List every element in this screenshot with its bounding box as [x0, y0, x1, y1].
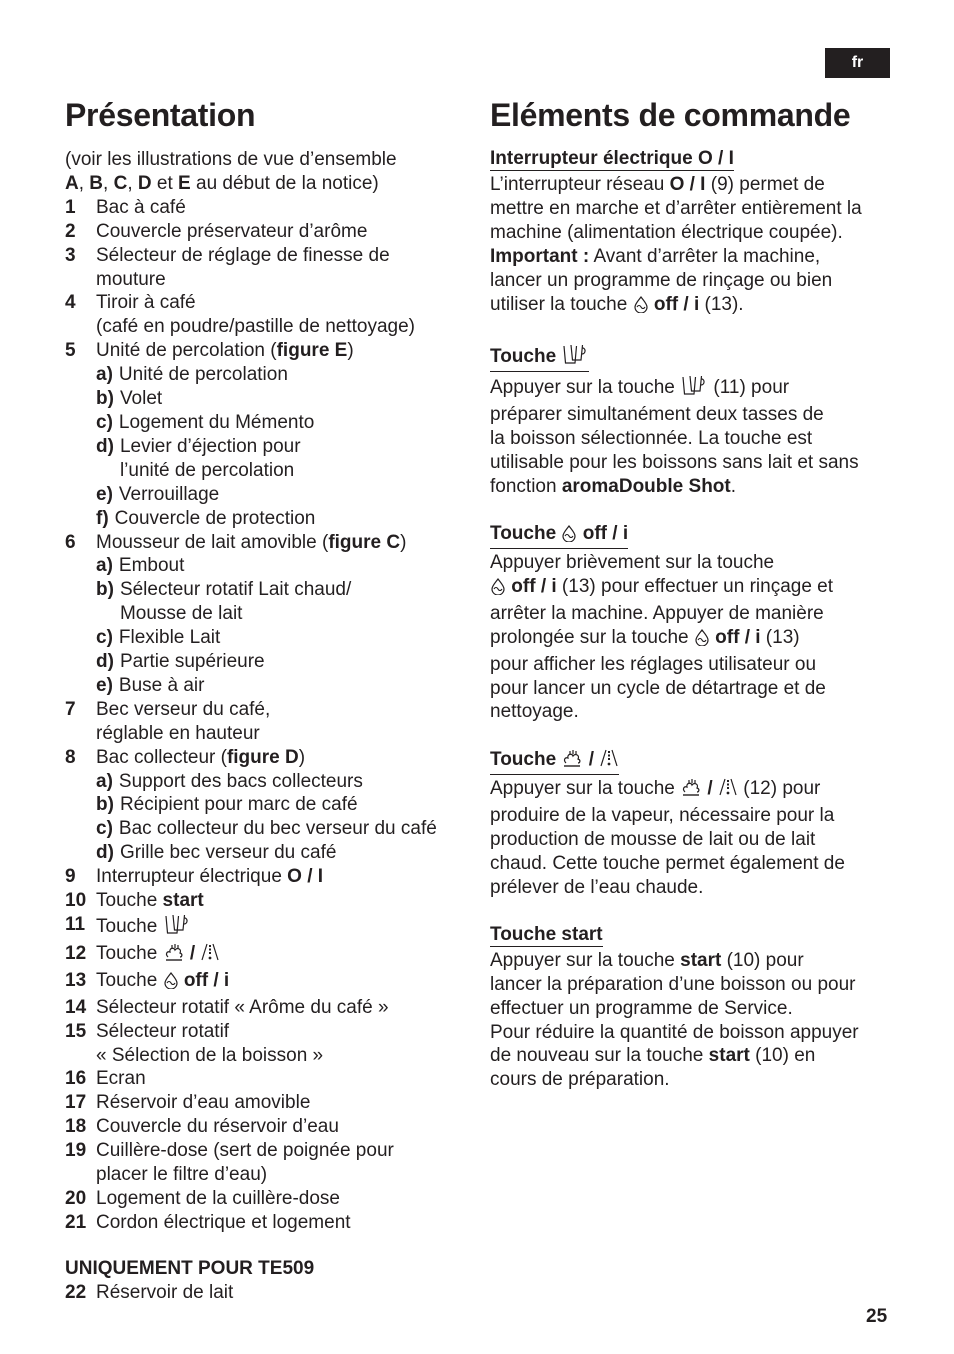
- item-number: 16: [65, 1068, 87, 1090]
- list-item-21: [65, 1211, 475, 1235]
- sub-item-d: d) Partie supérieure: [96, 651, 265, 673]
- intro-line-2: [65, 172, 475, 196]
- item-number: 7: [65, 698, 76, 720]
- item-text: [96, 531, 475, 698]
- item-text: Réservoir d’eau amovible: [96, 1092, 311, 1114]
- section-start-button: Touche start Appuyer sur la touche start (10) pour lancer la préparation d’une boisson ou pour effectuer un programme de Service. Pour réduire la quantité de boisson appuyer de nouveau sur la touche start (10) en cours de préparation.: [490, 923, 859, 1091]
- section-heading: Interrupteur électrique O / I: [490, 148, 734, 169]
- list-item-5: [65, 339, 475, 530]
- sub-item-a: a) Unité de percolation: [96, 364, 288, 386]
- double-cup-icon: [561, 343, 589, 371]
- item-text: Couvercle préservateur d’arôme: [96, 220, 368, 242]
- controls-column: [490, 96, 900, 1116]
- item-line: Mousseur de lait amovible (figure C): [96, 531, 407, 553]
- item-number: 4: [65, 292, 76, 314]
- item-number: 5: [65, 340, 76, 362]
- rinse-drop-icon: [633, 295, 649, 320]
- item-line: Sélecteur de réglage de finesse de: [96, 244, 390, 266]
- item-number: 2: [65, 220, 76, 242]
- item-text: Touche start: [96, 890, 204, 912]
- item-number: 20: [65, 1187, 87, 1209]
- double-cup-icon: [680, 374, 708, 403]
- sub-item-d: d) Grille bec verseur du café: [96, 842, 337, 864]
- item-number: 11: [65, 914, 86, 935]
- list-item-8: [65, 746, 475, 866]
- sub-item-f: f) Couvercle de protection: [96, 507, 316, 529]
- section-heading: Touche: [490, 343, 589, 372]
- item-number: 21: [65, 1211, 87, 1233]
- item-number: 17: [65, 1092, 87, 1114]
- rinse-drop-icon: [163, 971, 179, 996]
- sub-item-c: c) Logement du Mémento: [96, 411, 315, 433]
- rinse-drop-icon: [561, 524, 577, 548]
- list-item-19: [65, 1139, 475, 1187]
- list-item-18: [65, 1115, 475, 1139]
- item-number: 6: [65, 531, 76, 553]
- item-text: Touche /: [96, 942, 475, 969]
- list-item-13: [65, 969, 475, 996]
- section-off-button: Touche off / i Appuyer brièvement sur la touche off / i (13) pour effectuer un rinçage et arrêter la machine. Appuyer de manière prolongée sur la touche off / i (13) pour afficher les réglages utilisateur ou pour lancer un cycle de détartrage et de nettoyage.: [490, 522, 834, 723]
- steam-icon: [680, 777, 702, 804]
- item-number: 10: [65, 890, 87, 912]
- section-heading: Touche /: [490, 748, 619, 775]
- item-number: 19: [65, 1140, 87, 1162]
- hot-water-icon: [599, 748, 619, 774]
- section-heading: Touche off / i: [490, 523, 628, 549]
- figure-letter: D: [137, 172, 152, 194]
- sub-item-b: b) Sélecteur rotatif Lait chaud/ Mousse de lait: [96, 579, 352, 625]
- item-number: 14: [65, 996, 87, 1018]
- list-item-2: [65, 220, 475, 244]
- sub-item-a: a) Embout: [96, 555, 185, 577]
- page-number: 25: [866, 1306, 888, 1327]
- item-line: (café en poudre/pastille de nettoyage): [96, 316, 415, 338]
- sub-item-e: e) Buse à air: [96, 674, 205, 696]
- item-text: Ecran: [96, 1068, 146, 1090]
- item-text: Logement de la cuillère-dose: [96, 1187, 340, 1209]
- item-line: Tiroir à café: [96, 292, 196, 314]
- list-item-20: [65, 1187, 475, 1211]
- item-text: Interrupteur électrique O / I: [96, 866, 324, 888]
- steam-icon: [561, 748, 583, 774]
- figure-ref: figure C: [328, 531, 401, 553]
- item-text: [96, 244, 475, 292]
- item-text: Bec verseur du café, réglable en hauteur: [96, 698, 271, 744]
- hot-water-icon: [718, 777, 738, 804]
- list-item-1: [65, 196, 475, 220]
- item-text: Sélecteur rotatif « Sélection de la boisson »: [96, 1020, 324, 1066]
- rinse-drop-icon: [490, 577, 506, 602]
- list-item-7: [65, 698, 475, 746]
- item-number: 15: [65, 1020, 87, 1042]
- section-power-switch: Interrupteur électrique O / I L’interrupteur réseau O / I (9) permet de mettre en marche et d’arrêter entièrement la machine (alimentation électrique coupée). Important : Avant d’arrêter la machine, lancer un programme de rinçage ou bien utiliser la touche off / i (13).: [490, 148, 900, 319]
- section-steam-button: Touche / Appuyer sur la touche / (12) pour produire de la vapeur, nécessaire pour la production de mousse de lait ou de lait chaud. Cette touche permet également de prélever de l’eau chaude.: [490, 749, 845, 898]
- figure-letter: B: [89, 172, 104, 194]
- separator: ,: [78, 172, 90, 194]
- figure-letter: C: [113, 172, 128, 194]
- item-text: Bac à café: [96, 196, 186, 218]
- double-cup-icon: [163, 913, 191, 942]
- list-item-14: [65, 996, 475, 1020]
- list-item-3: [65, 244, 475, 292]
- figure-letter: A: [65, 172, 79, 194]
- list-item-10: [65, 889, 475, 913]
- separator: ,: [127, 172, 138, 194]
- item-line: Unité de percolation (figure E): [96, 340, 354, 362]
- list-item-12: [65, 942, 475, 969]
- item-text: Cordon électrique et logement: [96, 1211, 351, 1233]
- sub-item-a: a) Support des bacs collecteurs: [96, 770, 363, 792]
- item-text: Réservoir de lait: [96, 1281, 234, 1303]
- separator: et: [151, 172, 179, 194]
- item-text: Touche off / i: [96, 969, 475, 996]
- intro: [65, 148, 475, 196]
- item-number: 22: [65, 1281, 87, 1303]
- figure-ref: figure D: [226, 746, 299, 768]
- item-number: 3: [65, 244, 76, 266]
- sub-item-c: c) Flexible Lait: [96, 627, 221, 649]
- intro-tail: au début de la notice): [190, 172, 379, 194]
- list-item-6: [65, 531, 475, 698]
- sub-item-e: e) Verrouillage: [96, 483, 220, 505]
- separator: ,: [103, 172, 114, 194]
- sub-item-b: b) Volet: [96, 388, 163, 410]
- item-number: 8: [65, 746, 76, 768]
- sub-item-b: b) Récipient pour marc de café: [96, 794, 358, 816]
- te509-heading: UNIQUEMENT POUR TE509: [65, 1257, 315, 1279]
- item-text: [96, 746, 475, 866]
- item-number: 1: [65, 196, 76, 218]
- section-heading: Touche start: [490, 923, 603, 945]
- figure-ref: figure E: [276, 340, 348, 362]
- item-text: Couvercle du réservoir d’eau: [96, 1116, 339, 1138]
- presentation-column: [65, 96, 475, 1305]
- steam-icon: [163, 942, 185, 969]
- controls-title: Eléments de commande: [490, 97, 851, 133]
- list-item-9: [65, 865, 475, 889]
- sub-item-d: d) Levier d’éjection pour l’unité de percolation: [96, 435, 301, 481]
- list-item-16: [65, 1067, 475, 1091]
- intro-line-1: (voir les illustrations de vue d’ensemble: [65, 149, 397, 170]
- hot-water-icon: [200, 942, 220, 969]
- section-double-cup: Touche Appuyer sur la touche (11) pour préparer simultanément deux tasses de la boisson sélectionnée. La touche est utilisable pour les boissons sans lait et sans fonction aromaDouble Shot.: [490, 343, 900, 499]
- list-item-11: [65, 913, 475, 942]
- item-text: Cuillère-dose (sert de poignée pour placer le filtre d’eau): [96, 1140, 394, 1186]
- item-number: 18: [65, 1116, 87, 1138]
- item-line: mouture: [96, 268, 166, 290]
- item-text: [96, 291, 475, 339]
- rinse-drop-icon: [694, 628, 710, 653]
- list-item-4: [65, 291, 475, 339]
- item-number: 9: [65, 866, 76, 888]
- list-item-15: [65, 1020, 475, 1068]
- presentation-title: Présentation: [65, 97, 256, 133]
- figure-letter: E: [178, 172, 191, 194]
- item-text: [96, 339, 475, 530]
- list-item-17: [65, 1091, 475, 1115]
- item-text: Sélecteur rotatif « Arôme du café »: [96, 996, 389, 1018]
- item-text: Touche: [96, 913, 475, 942]
- sub-item-c: c) Bac collecteur du bec verseur du café: [96, 818, 437, 840]
- item-line: Bac collecteur (figure D): [96, 746, 306, 768]
- language-badge: fr: [825, 48, 890, 78]
- item-number: 13: [65, 969, 87, 991]
- item-number: 12: [65, 942, 87, 964]
- list-item-22: [65, 1281, 475, 1305]
